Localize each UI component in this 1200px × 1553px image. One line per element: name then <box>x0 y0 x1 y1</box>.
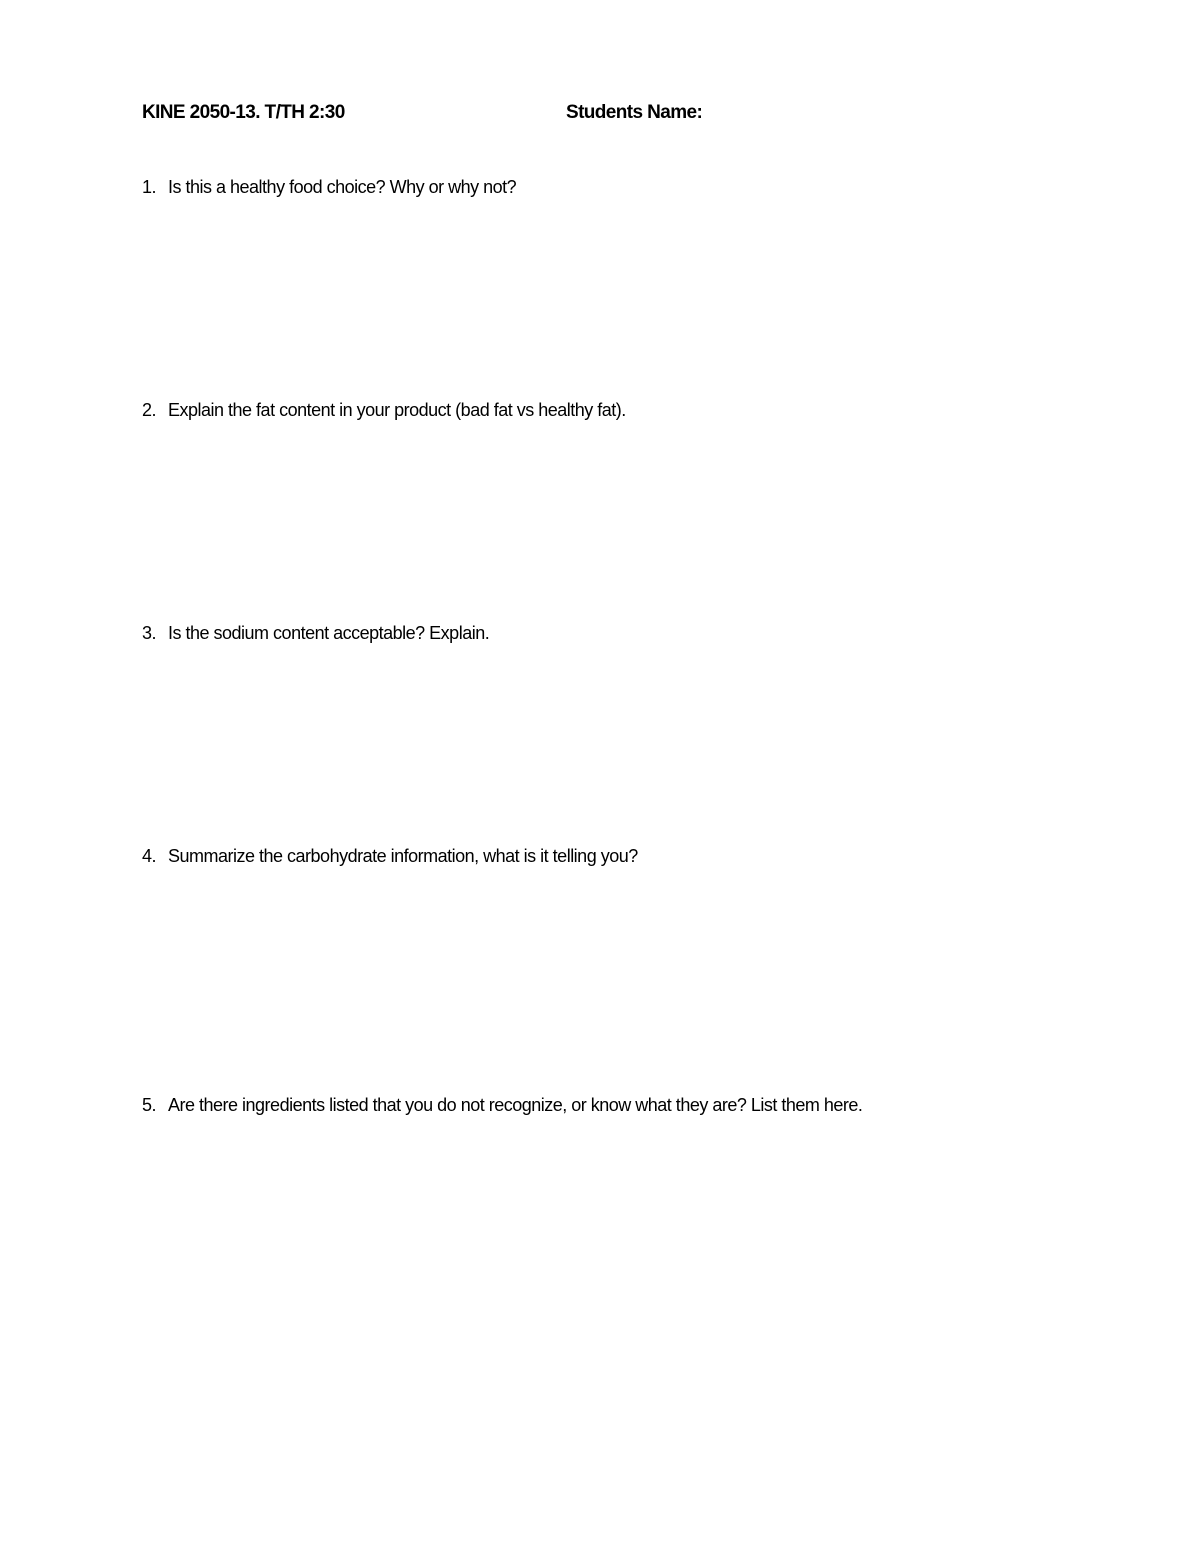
answer-space-5 <box>142 1128 1058 1428</box>
question-number: 1. <box>142 177 157 197</box>
question-text: Summarize the carbohydrate information, what is it telling you? <box>168 846 638 866</box>
answer-space-2 <box>142 433 1058 613</box>
question-number: 2. <box>142 400 157 420</box>
question-number: 4. <box>142 846 157 866</box>
student-name-label: Students Name: <box>566 102 703 123</box>
question-text: Is the sodium content acceptable? Explain. <box>168 623 490 643</box>
question-text: Explain the fat content in your product (bad fat vs healthy fat). <box>168 400 626 420</box>
answer-space-3 <box>142 656 1058 836</box>
question-number: 5. <box>142 1095 157 1115</box>
question-text: Are there ingredients listed that you do not recognize, or know what they are? List them here. <box>168 1095 863 1115</box>
course-title: KINE 2050-13. T/TH 2:30 <box>142 102 345 123</box>
worksheet-header <box>142 102 1042 128</box>
answer-space-4 <box>142 879 1058 1084</box>
answer-space-1 <box>142 210 1058 390</box>
question-text: Is this a healthy food choice? Why or why not? <box>168 177 517 197</box>
question-number: 3. <box>142 623 157 643</box>
